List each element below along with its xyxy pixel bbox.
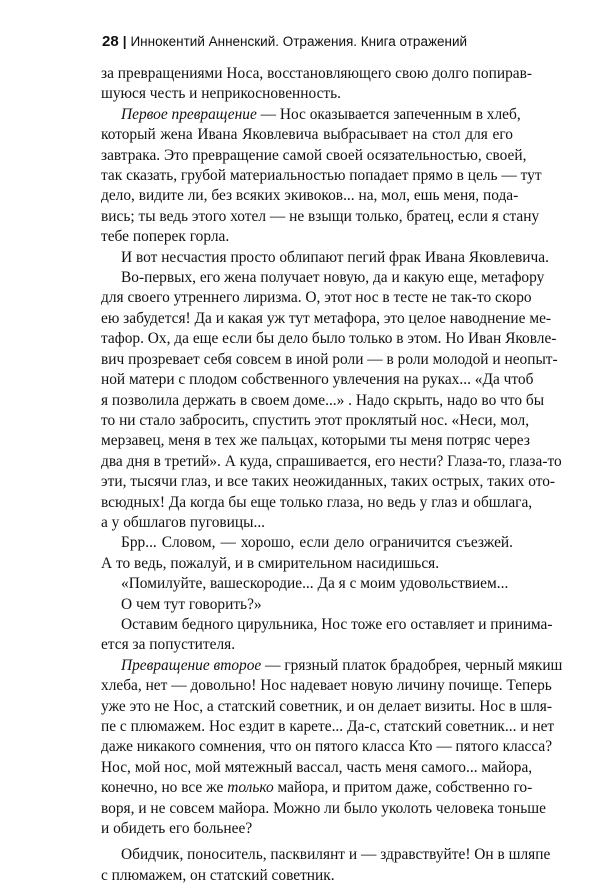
text-line (101, 513, 513, 533)
text-segment: пе с плюмажем. Нос ездит в карете... Да-с, статский советник... и нет (101, 718, 555, 735)
text-segment: ею забудется! Да и какая уж тут метафора, это целое наводнение ме- (101, 309, 552, 327)
text-segment: за превращениями Носа, восстановляющего свою долго попирав- (101, 65, 532, 82)
text-segment: который жена Ивана Яковлевича выбрасывает на стол для его (101, 126, 513, 144)
text-line (101, 493, 533, 513)
paragraph (101, 615, 553, 656)
text-segment: И вот несчастия просто облипают пегий фрак Ивана Яковлевича. (121, 248, 549, 266)
body-text (101, 64, 563, 886)
text-line (101, 635, 513, 655)
text-segment: для своего утреннего лиризма. О, этот нос в тесте не так-то скоро (101, 289, 532, 307)
paragraph (101, 845, 551, 886)
text-segment: а у обшлагов пуговицы... (101, 513, 266, 531)
text-segment: — грязный платок брадобрея, черный мякиш (261, 656, 563, 674)
italic-text: Первое превращение (121, 105, 257, 123)
text-segment: Брр... Словом, — хорошо, если дело ограничится съезжей. (121, 534, 513, 552)
text-segment: тебе поперек горла. (101, 228, 230, 246)
text-segment: всюдных! Да когда бы еще только глаза, но ведь у глаз и обшлага, (101, 493, 533, 511)
italic-text: Превращение второе (121, 656, 262, 674)
page-number: 28 (102, 33, 119, 50)
text-segment: и обидеть его больнее? (101, 820, 253, 838)
text-line (101, 866, 513, 886)
text-line (101, 554, 513, 574)
text-line (101, 268, 545, 288)
text-segment: Во-первых, его жена получает новую, да и какую еще, метафору (121, 269, 545, 287)
text-segment: тафор. Ох, да еще если бы дело было только в этом. Но Иван Яковле- (101, 330, 557, 348)
text-line (101, 574, 513, 594)
text-line (101, 431, 530, 451)
text-line (101, 288, 532, 308)
paragraph (101, 595, 513, 615)
text-segment: О чем тут говорить?» (121, 595, 262, 613)
text-segment: Нос, мой нос, мой мятежный вассал, часть меня самого... майора, (101, 758, 533, 776)
header-separator: | (122, 34, 127, 49)
paragraph (101, 533, 513, 574)
text-line (101, 615, 553, 635)
text-segment: два дня в третий». А куда, спрашивается, его нести? Глаза-то, глаза-то (101, 452, 562, 470)
text-segment: так сказать, грубой материальностью попадает прямо в цель — тут (101, 167, 542, 185)
text-segment: — Нос оказывается запеченным в хлеб, (256, 105, 521, 123)
text-line (101, 819, 513, 839)
text-line (101, 350, 558, 370)
text-segment: эти, тысячи глаз, и все таких неожиданных, таких острых, таких ото- (101, 473, 556, 491)
text-segment: ется за попустителя. (101, 636, 236, 654)
text-line (101, 758, 533, 778)
text-line (101, 533, 513, 553)
text-line (101, 186, 519, 206)
text-segment: воря, и не совсем майора. Можно ли было уколоть человека тоньше (101, 799, 546, 817)
text-segment: уже это не Нос, а статский советник, и он делает визиты. Нос в шля- (101, 697, 552, 715)
text-line (101, 737, 553, 757)
text-segment: мерзавец, меня в тех же пальцах, которыми ты меня потряс через (101, 432, 530, 450)
text-line (101, 370, 534, 390)
text-line (101, 778, 533, 798)
text-line (101, 105, 521, 125)
text-line (101, 146, 527, 166)
text-segment: дело, видите ли, без всяких экивоков... на, мол, ешь меня, пода- (101, 187, 519, 205)
text-line (101, 845, 551, 865)
paragraph (101, 64, 532, 105)
text-segment: я позволила держать в своем доме...» . Надо скрыть, надо во что бы (101, 391, 545, 409)
text-line (101, 207, 540, 227)
paragraph (101, 268, 562, 533)
text-segment: вись; ты ведь этого хотел — не взыщи только, братец, если я стану (101, 207, 540, 225)
text-segment: хлеба, нет — довольно! Нос надевает новую личину почище. Теперь (101, 677, 552, 695)
text-line (101, 472, 556, 492)
text-line (101, 64, 532, 84)
paragraph (101, 574, 513, 594)
text-segment: майора, и притом даже, собственно го- (273, 779, 533, 797)
text-segment: шуюся честь и неприкосновенность. (101, 85, 342, 103)
paragraph (101, 656, 563, 840)
text-segment: ной матери с плодом собственного увлечения на руках... «Да чтоб (101, 371, 534, 389)
text-segment: даже никакого сомнения, что он пятого класса Кто — пятого класса? (101, 738, 553, 756)
text-line (101, 595, 513, 615)
text-line (101, 166, 542, 186)
text-line (101, 676, 552, 696)
text-line (101, 125, 513, 145)
book-title: Иннокентий Анненский. Отражения. Книга отражений (130, 34, 468, 49)
text-line (101, 84, 513, 104)
text-line (101, 227, 513, 247)
text-segment: Обидчик, поноситель, пасквилянт и — здравствуйте! Он в шляпе (121, 846, 551, 864)
text-line (101, 248, 549, 268)
paragraph (101, 248, 549, 268)
text-line (101, 799, 546, 819)
text-line (101, 656, 563, 676)
text-segment: с плюмажем, он статский советник. (101, 866, 335, 884)
italic-text: только (227, 779, 274, 797)
text-segment: «Помилуйте, вашескородие... Да я с моим удовольствием... (121, 575, 509, 593)
text-segment: А то ведь, пожалуй, и в смирительном насидишься. (101, 554, 440, 572)
text-line (101, 309, 552, 329)
running-head (102, 33, 522, 50)
text-line (101, 452, 562, 472)
text-line (101, 411, 530, 431)
text-line (101, 717, 555, 737)
text-line (101, 391, 545, 411)
text-segment: Оставим бедного цирульника, Нос тоже его оставляет и принима- (121, 615, 553, 633)
text-segment: вич прозревает себя совсем в иной роли — в роли молодой и неопыт- (101, 350, 558, 368)
text-segment: то ни стало забросить, спустить этот проклятый нос. «Неси, мол, (101, 411, 530, 429)
text-line (101, 329, 557, 349)
text-segment: завтрака. Это превращение самой своей осязательностью, своей, (101, 146, 527, 164)
text-line (101, 697, 552, 717)
text-segment: конечно, но все же (101, 779, 228, 797)
paragraph (101, 105, 542, 248)
